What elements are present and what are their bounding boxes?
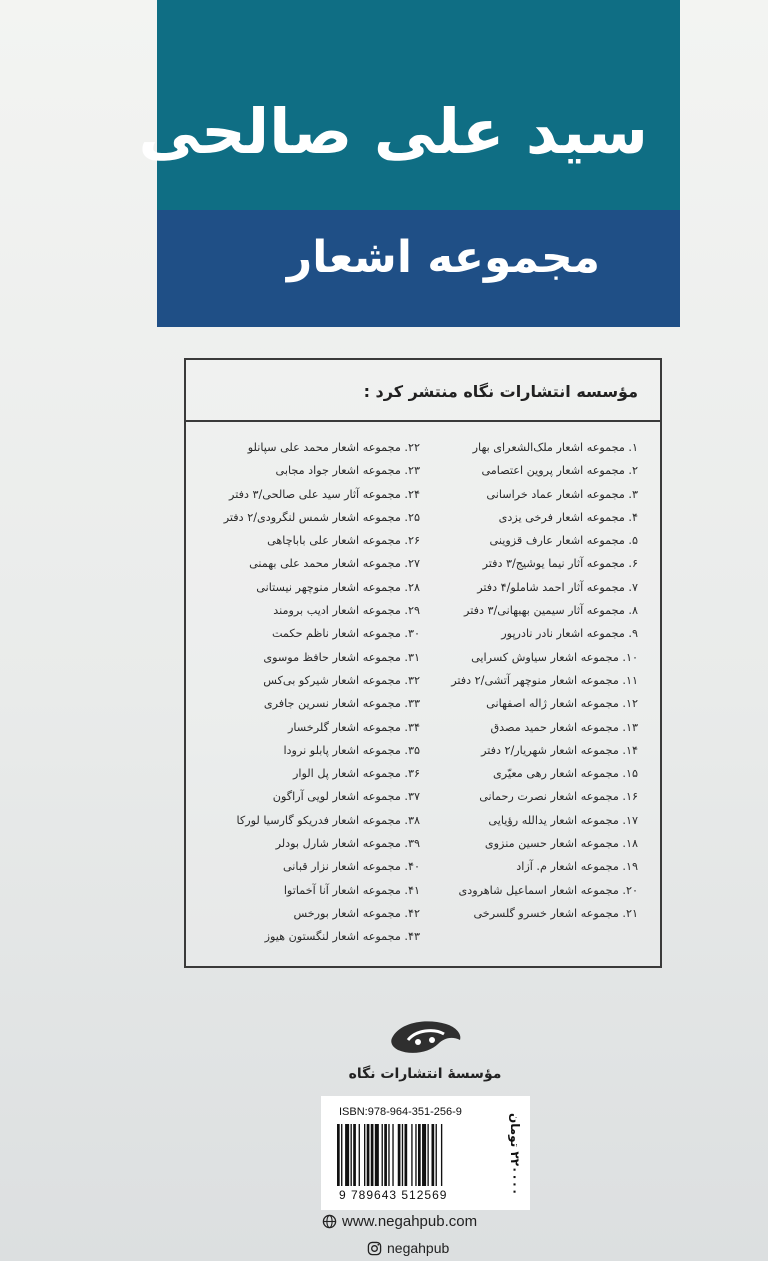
barcode-bar xyxy=(382,1124,383,1186)
catalog-item: ۳۵. مجموعه اشعار پابلو نرودا xyxy=(283,743,420,757)
catalog-item: ۴۰. مجموعه اشعار نزار قبانی xyxy=(282,860,420,874)
barcode-bar xyxy=(337,1124,340,1186)
publisher-logo xyxy=(386,1016,464,1060)
catalog-item: ۲. مجموعه اشعار پروین اعتصامی xyxy=(481,464,638,478)
barcode-bar xyxy=(359,1124,360,1186)
catalog-item: ۴۱. مجموعه اشعار آنا آخماتوا xyxy=(283,883,420,897)
catalog-item: ۴۲. مجموعه اشعار بورخس xyxy=(293,906,420,920)
isbn-number: ISBN:978-964-351-256-9 xyxy=(339,1106,462,1118)
barcode-bar xyxy=(422,1124,426,1186)
catalog-item: ۳۴. مجموعه اشعار گلرخسار xyxy=(288,720,420,734)
barcode-bar xyxy=(415,1124,416,1186)
barcode-bar xyxy=(411,1124,412,1186)
instagram-handle[interactable]: negahpub xyxy=(387,1240,450,1256)
price-label: ۲۲۰۰۰۰ تومان xyxy=(508,1112,522,1196)
barcode-bar xyxy=(388,1124,389,1186)
barcode-bar xyxy=(392,1124,393,1186)
barcode-bar xyxy=(405,1124,408,1186)
catalog-item: ۲۲. مجموعه اشعار محمد علی سپانلو xyxy=(247,441,420,454)
catalog-item: ۱۱. مجموعه اشعار منوچهر آتشی/۲ دفتر xyxy=(451,673,638,687)
catalog-item: ۳۰. مجموعه اشعار ناظم حکمت xyxy=(271,627,420,641)
catalog-item: ۹. مجموعه اشعار نادر نادرپور xyxy=(501,627,638,641)
catalog-item: ۱۳. مجموعه اشعار حمید مصدق xyxy=(490,720,638,734)
barcode-bar xyxy=(398,1124,401,1186)
catalog-item: ۱. مجموعه اشعار ملک‌الشعرای بهار xyxy=(472,441,638,454)
book-title: مجموعه اشعار xyxy=(286,232,600,283)
globe-icon xyxy=(322,1214,337,1229)
catalog-item: ۳۹. مجموعه اشعار شارل بودلر xyxy=(275,837,420,851)
barcode-bar xyxy=(384,1124,387,1186)
barcode-bar xyxy=(353,1124,356,1186)
barcode-bar xyxy=(367,1124,370,1186)
catalog-item: ۲۰. مجموعه اشعار اسماعیل شاهرودی xyxy=(458,883,638,897)
barcode-bar xyxy=(351,1124,352,1186)
barcode-bar xyxy=(371,1124,374,1186)
catalog-item: ۱۸. مجموعه اشعار حسین منزوی xyxy=(484,837,638,851)
catalog-item: ۲۷. مجموعه اشعار محمد علی بهمنی xyxy=(249,557,420,571)
catalog-item: ۱۴. مجموعه اشعار شهریار/۲ دفتر xyxy=(481,743,638,757)
author-band xyxy=(138,0,680,210)
catalog-item: ۳۶. مجموعه اشعار پل الوار xyxy=(292,767,420,781)
catalog-column-left xyxy=(205,436,420,949)
catalog-item: ۲۸. مجموعه اشعار منوچهر نیستانی xyxy=(256,580,420,594)
catalog-item: ۱۹. مجموعه اشعار م. آزاد xyxy=(516,860,638,874)
catalog-item: ۲۴. مجموعه آثار سید علی صالحی/۳ دفتر xyxy=(229,487,420,501)
catalog-item: ۳۸. مجموعه اشعار فدریکو گارسیا لورکا xyxy=(236,813,420,827)
barcode xyxy=(337,1124,492,1186)
website-row[interactable] xyxy=(322,1213,477,1230)
barcode-bar xyxy=(441,1124,442,1186)
catalog-item: ۸. مجموعه آثار سیمین بهبهانی/۳ دفتر xyxy=(464,604,638,618)
catalog-item: ۱۵. مجموعه اشعار رهی معیّری xyxy=(493,767,638,781)
catalog-item: ۱۷. مجموعه اشعار یدالله رؤیایی xyxy=(488,813,638,827)
title-band xyxy=(157,210,680,327)
barcode-bar xyxy=(436,1124,437,1186)
catalog-item: ۲۱. مجموعه اشعار خسرو گلسرخی xyxy=(473,906,638,920)
barcode-bar xyxy=(341,1124,342,1186)
barcode-bar xyxy=(364,1124,365,1186)
catalog-item: ۲۳. مجموعه اشعار جواد مجابی xyxy=(275,464,420,478)
catalog-item: ۲۵. مجموعه اشعار شمس لنگرودی/۲ دفتر xyxy=(223,510,420,524)
catalog-item: ۳۲. مجموعه اشعار شیرکو بی‌کس xyxy=(263,673,420,687)
catalog-item: ۵. مجموعه اشعار عارف قزوینی xyxy=(489,534,638,548)
catalog-item: ۳. مجموعه اشعار عماد خراسانی xyxy=(486,487,638,501)
barcode-bar xyxy=(418,1124,421,1186)
barcode-bar xyxy=(375,1124,379,1186)
catalog-item: ۴۳. مجموعه اشعار لنگستون هیوز xyxy=(264,930,420,944)
instagram-row[interactable] xyxy=(367,1240,449,1256)
catalog-item: ۶. مجموعه آثار نیما یوشیج/۳ دفتر xyxy=(482,557,638,571)
barcode-digits: 9 789643 512569 xyxy=(339,1188,448,1202)
catalog-header: مؤسسه انتشارات نگاه منتشر کرد : xyxy=(186,360,660,422)
barcode-bar xyxy=(402,1124,403,1186)
catalog-item: ۳۳. مجموعه اشعار نسرین جافری xyxy=(263,697,420,711)
barcode-panel xyxy=(321,1096,530,1210)
catalog-item: ۳۱. مجموعه اشعار حافظ موسوی xyxy=(263,650,420,664)
catalog-column-right xyxy=(428,436,638,925)
website-link[interactable]: www.negahpub.com xyxy=(342,1213,478,1230)
barcode-bar xyxy=(432,1124,435,1186)
catalog-item: ۲۹. مجموعه اشعار ادیب برومند xyxy=(273,604,420,618)
barcode-bar xyxy=(345,1124,349,1186)
catalog-columns xyxy=(186,436,660,956)
publisher-name: مؤسسهٔ انتشارات نگاه xyxy=(348,1066,502,1082)
catalog-item: ۷. مجموعه آثار احمد شاملو/۴ دفتر xyxy=(477,580,638,594)
catalog-item: ۱۲. مجموعه اشعار ژاله اصفهانی xyxy=(486,697,638,711)
barcode-bar xyxy=(427,1124,428,1186)
catalog-item: ۲۶. مجموعه اشعار علی باباچاهی xyxy=(267,534,420,548)
catalog-item: ۱۶. مجموعه اشعار نصرت رحمانی xyxy=(479,790,638,804)
catalog-item: ۱۰. مجموعه اشعار سیاوش کسرایی xyxy=(471,650,638,664)
author-name: سید علی صالحی xyxy=(138,95,648,168)
publisher-catalog-box xyxy=(184,358,662,968)
instagram-icon xyxy=(367,1241,382,1256)
catalog-item: ۴. مجموعه اشعار فرخی یزدی xyxy=(498,510,638,524)
catalog-item: ۳۷. مجموعه اشعار لویی آراگون xyxy=(272,790,420,804)
